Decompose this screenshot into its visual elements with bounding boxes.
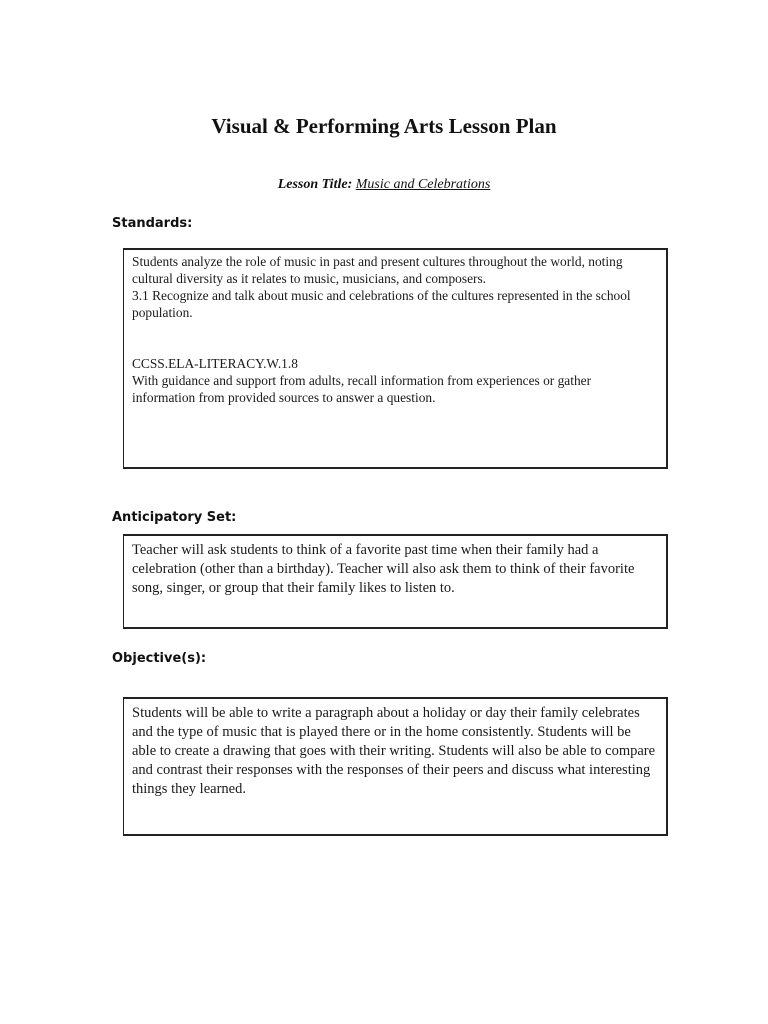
document-title: Visual & Performing Arts Lesson Plan xyxy=(211,114,557,138)
standards-spacer xyxy=(132,321,656,355)
objectives-heading: Objective(s): xyxy=(112,651,207,666)
standards-heading: Standards: xyxy=(112,216,193,231)
standards-text-2: 3.1 Recognize and talk about music and celebrations of the cultures represented in the school population. xyxy=(132,288,631,320)
lesson-title-label: Lesson Title: xyxy=(277,177,353,192)
lesson-title-value: Music and Celebrations xyxy=(355,177,491,192)
standards-code: CCSS.ELA-LITERACY.W.1.8 xyxy=(132,356,298,371)
anticipatory-set-heading: Anticipatory Set: xyxy=(112,510,237,525)
standards-text-1: Students analyze the role of music in past and present cultures throughout the world, noting cultural diversity as it relates to music, musicians, and composers. xyxy=(132,254,623,286)
standards-text-3: With guidance and support from adults, recall information from experiences or gather information from provided sources to answer a question. xyxy=(132,373,592,405)
objectives-text: Students will be able to write a paragraph about a holiday or day their family celebrates and the type of music that is played there or in the home consistently. Students will be able to create a drawing that goes with their writing. Students will also be able to compare and contrast their responses with the responses of their peers and discuss what interesting things they learned. xyxy=(132,705,656,797)
anticipatory-set-text: Teacher will ask students to think of a favorite past time when their family had a celebration (other than a birthday). Teacher will also ask them to think of their favorite song, singer, or group that their family likes to listen to. xyxy=(132,542,635,596)
objectives-box xyxy=(123,697,668,836)
standards-box xyxy=(123,248,668,469)
anticipatory-set-box xyxy=(123,534,668,629)
lesson-title-line xyxy=(0,177,768,193)
